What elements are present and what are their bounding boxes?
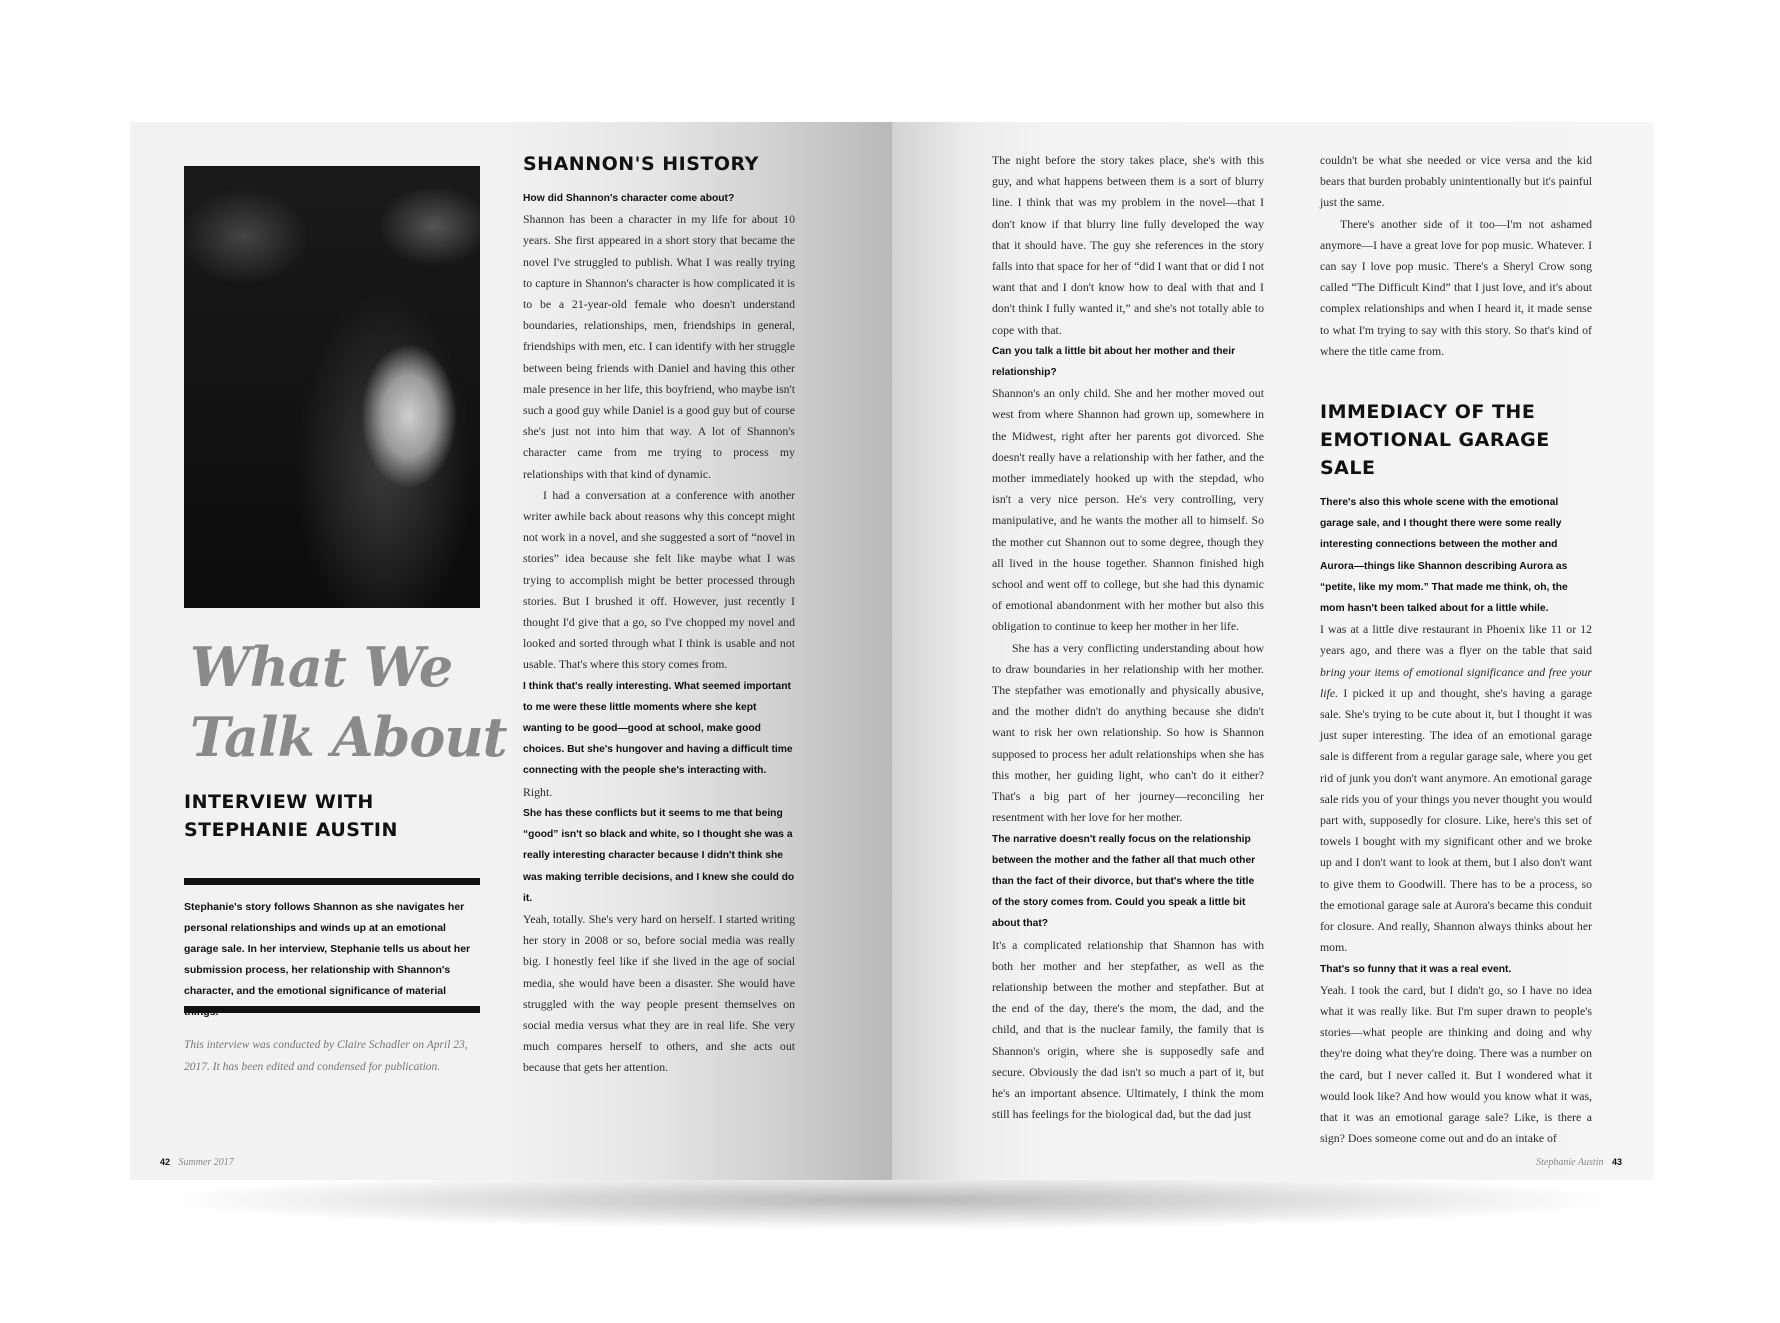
left-page bbox=[130, 122, 892, 1180]
author-portrait-photo bbox=[184, 166, 480, 608]
subtitle-line1: INTERVIEW WITH bbox=[184, 791, 374, 813]
answer-text-start: I was at a little dive restaurant in Phoenix like 11 or 12 years ago, and there was a flyer on the table that said bbox=[1320, 622, 1592, 658]
question-text: How did Shannon's character come about? bbox=[523, 193, 735, 204]
heading-line2: EMOTIONAL GARAGE SALE bbox=[1320, 429, 1550, 480]
answer-text: Shannon has been a character in my life for about 10 years. She first appeared in a short story that became the novel I've struggled to publish. What I was really trying to capture in Shannon's character is how complicated it is to be a 21-year-old female who doesn't understand boundaries, relationships, men, friendships in general, friendships with men, etc. I can identify with her struggle between being friends with Daniel and having this other male presence in her life, this boyfriend, who maybe isn't such a good guy while Daniel is a good guy but of course she's just not into him that way. A lot of Shannon's character came from me trying to process my relationships with that kind of dynamic. bbox=[523, 212, 795, 481]
question-text: The narrative doesn't really focus on the relationship between the mother and the father all that much other than the fact of their divorce, but that's where the title of the story comes from. Could you speak a little bit about that? bbox=[992, 833, 1256, 930]
column-3-top bbox=[1320, 150, 1592, 362]
answer-text: Yeah. I took the card, but I didn't go, so I have no idea what it was really like. But I'm super drawn to people's stories—what people are thinking and doing and why they're doing what they're doing. There was a number on the card, but I never called it. But I wondered what it would look like? And how would you know what it was, that it was an emotional garage sale? Like, is there a sign? Does someone come out and do an intake of bbox=[1320, 982, 1592, 1146]
column-3 bbox=[1320, 150, 1592, 1149]
right-page-number: 43 bbox=[1611, 1157, 1622, 1167]
answer-text: Right. bbox=[523, 784, 553, 799]
subtitle-line2: STEPHANIE AUSTIN bbox=[184, 819, 398, 841]
section-heading-garage-sale bbox=[1320, 398, 1592, 482]
column-1-body bbox=[523, 188, 795, 1079]
answer-text: The night before the story takes place, she's with this guy, and what happens between them is a sort of blurry line. I think that was my problem in the novel—that I don't know if that blurry line fully developed the way that it should have. The guy she references in the story falls into that space for her of “did I want that or did I not want that and I don't know how to deal with that and I don't think I fully wanted it,” and she's not totally able to cope with that. bbox=[992, 153, 1264, 337]
column-1 bbox=[523, 150, 795, 1079]
question-text: There's also this whole scene with the emotional garage sale, and I thought there were some really interesting connections between the mother and Aurora—things like Shannon describing Aurora as “petite, like my mom.” That made me think, oh, the mom hasn't been talked about for a little while. bbox=[1320, 497, 1568, 615]
question-text: She has these conflicts but it seems to me that being “good” isn't so black and white, so I thought she was a really interesting character because I didn't think she was making terrible decisions, and I knew she could do it. bbox=[523, 807, 795, 904]
answer-text-rest: I picked it up and thought, she's having a garage sale. She's trying to be cute about it, but I thought it was just super interesting. The idea of an emotional garage sale is different from a regular garage sale, where you get rid of junk you don't want anymore. An emotional garage sale rids you of your things you never thought you would part with, supposedly for closure. Like, here's this set of towels I bought with my significant other and we broke up and I don't want to look at them, but I also don't want to give them to Goodwill. There has to be a process, so the emotional garage sale at Aurora's became this conduit for closure. And really, Shannon always thinks about her mom. bbox=[1320, 685, 1592, 955]
answer-text: It's a complicated relationship that Shannon has with both her mother and her stepfather, as well as the relationship between the mother and stepfather. But at the end of the day, there's the mom, the dad, and the child, and that is the nuclear family, the family that is Shannon's origin, where she is supposedly safe and secure. Obviously the dad isn't so much a part of it, but he's an important absence. Ultimately, I think the mom still has feelings for the biological dad, but the dad just bbox=[992, 937, 1264, 1122]
question-text: That's so funny that it was a real event. bbox=[1320, 963, 1512, 975]
interview-credit: This interview was conducted by Claire Schadler on April 23, 2017. It has been edited and condensed for publication. bbox=[184, 1039, 468, 1073]
answer-text: I had a conversation at a conference with another writer awhile back about reasons why this concept might not work in a novel, and she suggested a sort of “novel in stories” idea because she felt like maybe what I was trying to accomplish might be better processed through stories. But I brushed it off. However, just recently I thought I'd give that a go, so I've chopped my novel and looked and sorted through what I think is usable and not usable. That's where this story comes from. bbox=[523, 487, 795, 672]
article-subtitle bbox=[184, 788, 484, 844]
column-2 bbox=[992, 150, 1264, 1125]
right-page bbox=[892, 122, 1654, 1180]
article-title bbox=[190, 632, 530, 772]
right-folio-label: Stephanie Austin bbox=[1536, 1157, 1604, 1168]
section-heading-history: SHANNON'S HISTORY bbox=[523, 153, 759, 175]
left-folio-label: Summer 2017 bbox=[178, 1157, 234, 1168]
right-folio bbox=[1536, 1156, 1622, 1169]
intro-top-rule bbox=[184, 878, 480, 885]
column-2-body bbox=[992, 150, 1264, 1125]
intro-bottom-rule bbox=[184, 1006, 480, 1013]
article-title-line2: Talk About bbox=[190, 705, 507, 769]
intro-blurb: Stephanie's story follows Shannon as she navigates her personal relationships and winds up at an emotional garage sale. In her interview, Stephanie tells us about her submission process, her relationship with Shannon's character, and the emotional significance of material bbox=[184, 901, 471, 997]
answer-text: She has a very conflicting understanding about how to draw boundaries in her relationship with her mother. The stepfather was emotionally and physically abusive, and the mother didn't do anything because she didn't want to risk her own relationship. So how is Shannon supposed to process her adult relationships when she has this mother, her guiding light, who can't do it either? That's a big part of her journey—reconciling her resentment with her love for her mother. bbox=[992, 640, 1264, 825]
answer-text: Yeah, totally. She's very hard on herself. I started writing her story in 2008 or so, before social media was really big. I honestly feel like if she lived in the age of social media, she would have been a disaster. She would have struggled with the way people present themselves on social media versus what they are in real life. She very much compares herself to others, and she acts out because that gets her attention. bbox=[523, 911, 795, 1075]
left-page-number: 42 bbox=[160, 1157, 171, 1167]
flyer-quote: bring your items of emotional significance and free your life. bbox=[1320, 664, 1592, 700]
answer-text bbox=[1320, 619, 1592, 958]
answer-text: Shannon's an only child. She and her mother moved out west from where Shannon had grown up, somewhere in the Midwest, right after her parents got divorced. She doesn't really have a relationship with her father, and the mother immediately hooked up with the stepdad, who isn't a very nice person. He's very controlling, very manipulative, and he wants the mother all to himself. So the mother cut Shannon out to some degree, though they all lived in the house together. Shannon finished high school and went off to college, but she had this dynamic of emotional abandonment with her mother but also this obligation to continue to keep her mother in her life. bbox=[992, 386, 1264, 634]
question-text: I think that's really interesting. What seemed important to me were these little moments where she kept wanting to be good—good at school, make good choices. But she's hungover and having a difficult time connecting with the people she's interacting with. bbox=[523, 680, 793, 777]
left-folio bbox=[160, 1156, 234, 1169]
article-title-line1: What We bbox=[190, 635, 453, 699]
answer-text: couldn't be what she needed or vice versa and the kid bears that burden probably unintentionally but it's painful just the same. bbox=[1320, 153, 1592, 210]
question-text: Can you talk a little bit about her mother and their relationship? bbox=[992, 345, 1236, 379]
answer-text: There's another side of it too—I'm not ashamed anymore—I have a great love for pop music. Whatever. I can say I love pop music. There's a Sheryl Crow song called “The Difficult Kind” that I just love, and it's about complex relationships and when I heard it, it made sense to what I'm trying to say with this story. So that's kind of where the title came from. bbox=[1320, 216, 1592, 358]
heading-line1: IMMEDIACY OF THE bbox=[1320, 401, 1536, 424]
